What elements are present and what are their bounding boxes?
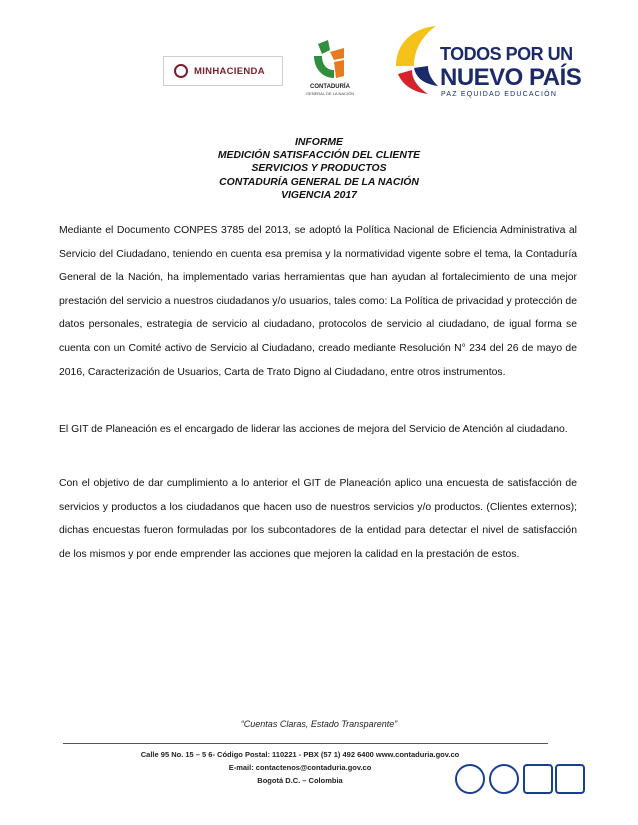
footer-divider	[63, 743, 548, 744]
campaign-line-1: TODOS POR UN	[440, 44, 573, 64]
minhacienda-logo-text: MINHACIENDA	[194, 65, 265, 77]
contaduria-logo	[300, 38, 360, 100]
certification-seal-icon	[489, 764, 519, 794]
certification-seal-icon	[523, 764, 553, 794]
contaduria-emblem-icon	[300, 38, 360, 84]
campaign-line-3: PAZ EQUIDAD EDUCACIÓN	[441, 91, 558, 98]
todos-por-un-nuevo-pais-logo	[388, 22, 582, 104]
contaduria-logo-sub: GENERAL DE LA NACIÓN	[305, 91, 355, 96]
campaign-flag-swoosh-icon	[388, 22, 448, 104]
colombia-seal-icon	[174, 64, 188, 78]
paragraph-encuesta: Con el objetivo de dar cumplimiento a lo anterior el GIT de Planeación aplico una encuesta de satisfacción de servicios y productos a los ciudadanos que hacen uso de nuestros servicios y/o productos. (Clientes externos); dichas encuestas fueron formuladas por los subcontadores de la entidad para detectar el nivel de satisfacción de los mismos y por ende emprender las acciones que mejoren la calidad en la prestación de estos.	[59, 478, 577, 560]
title-line: VIGENCIA 2017	[281, 189, 357, 201]
title-line: CONTADURÍA GENERAL DE LA NACIÓN	[219, 176, 419, 188]
campaign-line-2: NUEVO PAÍS	[440, 64, 582, 91]
title-line: INFORME	[295, 137, 343, 148]
paragraph-git-planeacion: El GIT de Planeación es el encargado de liderar las acciones de mejora del Servicio de Atención al ciudadano.	[59, 424, 568, 435]
certification-seals	[455, 764, 585, 800]
title-line: SERVICIOS Y PRODUCTOS	[251, 163, 387, 175]
report-title	[0, 136, 638, 202]
footer-email: E-mail: contactenos@contaduria.gov.co	[228, 763, 372, 772]
footer-motto: “Cuentas Claras, Estado Transparente”	[240, 719, 398, 729]
paragraph-conpes: Mediante el Documento CONPES 3785 del 2013, se adoptó la Política Nacional de Eficiencia Administrativa al Servicio del Ciudadano, teniendo en cuenta esa premisa y la normatividad vigente sobre el tema, la Contaduría General de la Nación, ha implementado varias herramientas que han ayudan al fortalecimiento de una mejor prestación del servicio a nuestros ciudadanos y/o usuarios, tales como: La Política de privacidad y protección de datos personales, estrategia de servicio al ciudadano, protocolos de servicio al ciudadano, de igual forma se cuenta con un Comité activo de Servicio al Ciudadano, creado mediante Resolución N° 234 del 26 de mayo de 2016, Caracterización de Usuarios, Carta de Trato Digno al Ciudadano, entre otros instrumentos.	[59, 225, 577, 378]
minhacienda-logo	[163, 56, 283, 86]
certification-seal-icon	[455, 764, 485, 794]
certification-seal-icon	[555, 764, 585, 794]
title-line: MEDICIÓN SATISFACCIÓN DEL CLIENTE	[217, 150, 421, 162]
footer-address: Calle 95 No. 15 – 5 6- Código Postal: 110221 - PBX (57 1) 492 6400 www.contaduria.gov.co	[140, 750, 460, 759]
footer-city: Bogotá D.C. – Colombia	[257, 776, 343, 785]
contaduria-logo-name: CONTADURÍA	[310, 84, 350, 90]
